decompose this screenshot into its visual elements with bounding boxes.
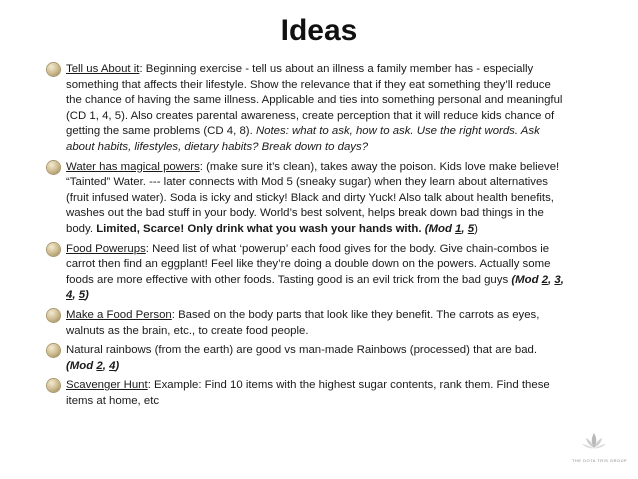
- mod-reference: (Mod 2, 3, 4, 5): [66, 273, 564, 302]
- bullet-icon: [47, 161, 60, 174]
- list-item: [46, 343, 566, 374]
- item-heading: Tell us About it: [66, 63, 140, 75]
- company-logo: [572, 431, 628, 465]
- item-text: : (make sure it’s clean), takes away the poison. Kids love make believe! “Tainted” Water. --- later connects with Mod 5 (sneaky sugar) when they learn about alternatives (fruit infused water). Soda is icky and sticky! Black and dirty Yuck! Also talk about health benefits, washes out the bad stuff in your body. World’s best solvent, helps break down bad things in the body.: [66, 160, 560, 235]
- list-item: [46, 62, 566, 156]
- item-heading: Water has magical powers: [66, 160, 200, 173]
- item-text: : Based on the body parts that look like they benefit. The carrots as eyes, walnuts as the brain, etc., to create food people.: [66, 308, 540, 337]
- mod-link[interactable]: 5: [78, 289, 86, 302]
- item-text: : Example: Find 10 items with the highest sugar contents, rank them. Find these items at home, etc: [66, 379, 550, 407]
- list-item: [46, 308, 566, 339]
- logo-text: THE DOTA TRIS GROUP: [572, 458, 628, 463]
- item-text: Natural rainbows (from the earth) are good vs man-made Rainbows (processed) that are bad.: [66, 344, 538, 357]
- mod-reference: (Mod 2, 4): [66, 359, 120, 372]
- item-heading: Scavenger Hunt: [66, 379, 148, 392]
- mod-link[interactable]: 1: [455, 222, 462, 235]
- bullet-icon: [47, 243, 60, 256]
- bullet-icon: [47, 309, 60, 322]
- item-text: : Beginning exercise - tell us about an illness a family member has - especially something that affects their lifestyle. Show the relevance that if they eat something they’ll reduce the chance of having the same illness. Applicable and ties into something personal and meaningful (CD 1, 4, 5). Also creates parental awareness, create perception that it will reduce kids chance of getting the same problems (CD 4, 8).: [66, 63, 563, 138]
- mod-link[interactable]: 2: [96, 359, 103, 372]
- lotus-logo-icon: [581, 431, 607, 453]
- list-item: [46, 242, 566, 304]
- item-note: Notes: what to ask, how to ask. Use the right words. Ask about habits, lifestyles, dietary habits? Break down to days?: [66, 125, 540, 153]
- mod-link[interactable]: 5: [467, 222, 475, 235]
- bullet-icon: [47, 379, 60, 392]
- bullet-icon: [47, 63, 60, 76]
- item-text: : Need list of what ‘powerup’ each food gives for the body. Give chain-combos ie carrot then find an eggplant! Feel like they’re doing a double down on the powers. Actually some foods are more effective with other foods. Tasting good is an evil trick from the bad guys: [66, 242, 551, 286]
- item-heading: Make a Food Person: [66, 308, 172, 321]
- slide-title: Ideas: [280, 14, 358, 47]
- mod-link[interactable]: 4: [109, 359, 116, 372]
- ideas-list: [46, 62, 566, 413]
- mod-link[interactable]: 3: [554, 273, 561, 286]
- item-bold-text: Limited, Scarce! Only drink what you wash your hands with.: [96, 222, 422, 235]
- bullet-icon: [47, 344, 60, 357]
- item-heading: Food Powerups: [66, 242, 146, 255]
- mod-link[interactable]: 4: [66, 289, 73, 302]
- mod-reference: (Mod 1, 5: [424, 222, 475, 235]
- mod-suffix: ): [474, 222, 478, 235]
- mod-link[interactable]: 2: [541, 273, 549, 286]
- list-item: [46, 378, 566, 409]
- list-item: [46, 160, 566, 238]
